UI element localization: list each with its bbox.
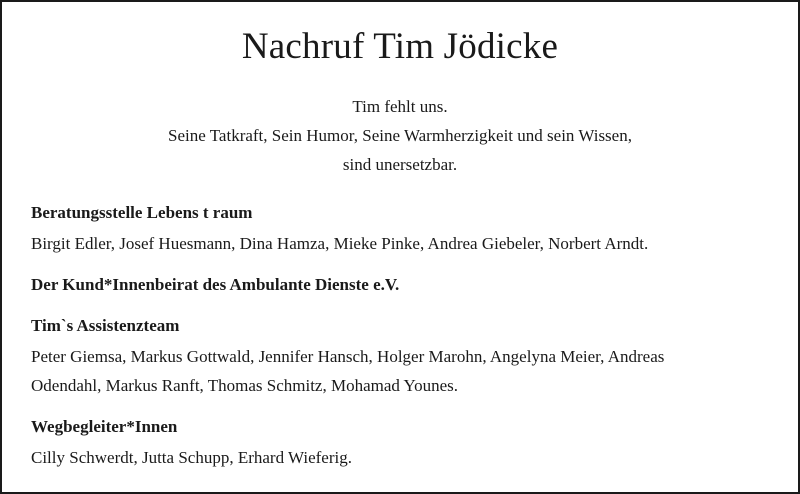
section-wegbegleiter <box>31 414 778 472</box>
section-beratungsstelle <box>31 200 778 258</box>
section-heading: Der Kund*Innenbeirat des Ambulante Dienste e.V. <box>31 275 400 294</box>
names-line: Odendahl, Markus Ranft, Thomas Schmitz, Mohamad Younes. <box>31 376 459 395</box>
names-line: Cilly Schwerdt, Jutta Schupp, Erhard Wieferig. <box>31 448 352 467</box>
names-line: Peter Giemsa, Markus Gottwald, Jennifer Hansch, Holger Marohn, Angelyna Meier, Andreas <box>31 347 665 366</box>
intro-line: Tim fehlt uns. <box>352 97 448 116</box>
intro-line: sind unersetzbar. <box>342 155 458 174</box>
intro-text <box>2 92 798 179</box>
section-names <box>31 229 778 258</box>
section-heading: Tim`s Assistenzteam <box>31 316 180 335</box>
section-kundinnenbeirat <box>31 272 778 298</box>
intro-line: Seine Tatkraft, Sein Humor, Seine Warmherzigkeit und sein Wissen, <box>168 126 632 145</box>
names-line: Birgit Edler, Josef Huesmann, Dina Hamza, Mieke Pinke, Andrea Giebeler, Norbert Arndt. <box>31 234 649 253</box>
section-assistenzteam <box>31 313 778 400</box>
section-names <box>31 342 778 400</box>
section-names <box>31 443 778 472</box>
section-heading: Wegbegleiter*Innen <box>31 417 178 436</box>
section-heading: Beratungsstelle Lebens t raum <box>31 203 253 222</box>
obituary-title: Nachruf Tim Jödicke <box>241 26 559 67</box>
